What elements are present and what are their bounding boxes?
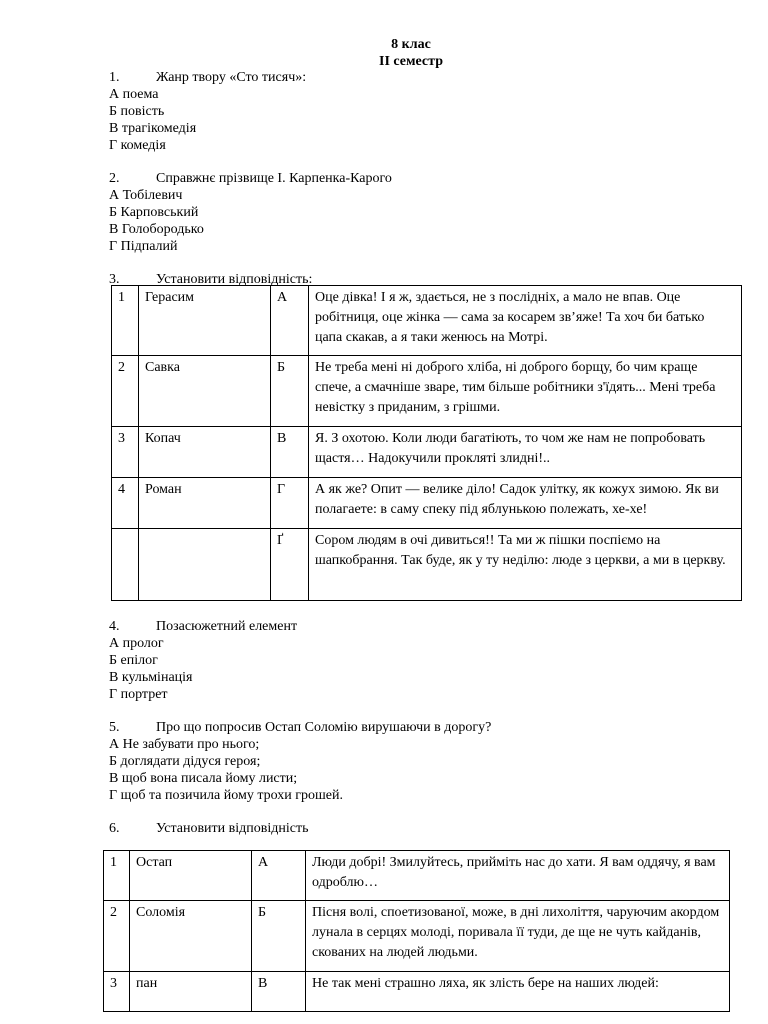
- question-text: Справжнє прізвище І. Карпенка-Карого: [156, 171, 392, 186]
- answer-letter: А: [271, 286, 309, 356]
- answer-option: А Не забувати про нього;: [109, 737, 260, 752]
- question-number: 1.: [109, 70, 120, 85]
- table-row: [112, 286, 742, 356]
- question-number: 2.: [109, 171, 120, 186]
- character-name: Герасим: [139, 286, 271, 356]
- table-row: [104, 972, 730, 1012]
- answer-option: Б Карповський: [109, 205, 199, 220]
- answer-option: Г портрет: [109, 687, 168, 702]
- grade-heading: 8 клас: [391, 37, 431, 52]
- answer-option: В щоб вона писала йому листи;: [109, 771, 298, 786]
- question-text: Установити відповідність: [156, 821, 309, 836]
- row-number: [112, 529, 139, 601]
- table-row: [112, 478, 742, 529]
- row-number: 1: [104, 851, 130, 901]
- row-number: 4: [112, 478, 139, 529]
- question-number: 5.: [109, 720, 120, 735]
- question-text: Позасюжетний елемент: [156, 619, 298, 634]
- question-number: 3.: [109, 272, 120, 287]
- quote-cell: Люди добрі! Змилуйтесь, прийміть нас до хати. Я вам оддячу, я вам одроблю…: [306, 851, 730, 901]
- matching-table-q3: [111, 285, 742, 601]
- row-number: 1: [112, 286, 139, 356]
- answer-letter: В: [252, 972, 306, 1012]
- answer-option: Г щоб та позичила йому трохи грошей.: [109, 788, 343, 803]
- answer-option: Г Підпалий: [109, 239, 178, 254]
- answer-letter: В: [271, 427, 309, 478]
- character-name: [139, 529, 271, 601]
- answer-option: Г комедія: [109, 138, 166, 153]
- quote-cell: Оце дівка! І я ж, здається, не з послідніх, а мало не впав. Оце робітниця, оце жінка — сама за косарем зв’яже! Та хоч би батько цапа скакав, а я таки женюсь на Мотрі.: [309, 286, 742, 356]
- answer-option: А Тобілевич: [109, 188, 183, 203]
- answer-letter: Б: [252, 901, 306, 972]
- question-2: [109, 170, 392, 187]
- table-row: [112, 529, 742, 601]
- question-4: [109, 618, 297, 635]
- quote-cell: Пісня волі, споетизованої, може, в дні лихоліття, чаруючим акордом лунала в серцях молоді, поривала її туди, де ще не чуть кайданів, скованих на людей людьми.: [306, 901, 730, 972]
- answer-letter: Г: [271, 478, 309, 529]
- quote-cell: Сором людям в очі дивиться!! Та ми ж пішки поспіємо на шапкобрання. Так буде, як у ту неділю: люде з церкви, а ми в церкву.: [309, 529, 742, 601]
- answer-letter: А: [252, 851, 306, 901]
- answer-option: Б епілог: [109, 653, 158, 668]
- quote-cell: Не треба мені ні доброго хліба, ні доброго борщу, бо чим краще спече, а смачніше зварe, тим більше робітники з'їдять... Мені треба невістку з приданим, з грішми.: [309, 356, 742, 427]
- answer-option: Б повість: [109, 104, 165, 119]
- character-name: пан: [130, 972, 252, 1012]
- table-row: [112, 356, 742, 427]
- question-text: Установити відповідність:: [156, 272, 313, 287]
- quote-cell: Я. З охотою. Коли люди багатіють, то чом же нам не попробовать щастя… Надокучили прокляті злидні!..: [309, 427, 742, 478]
- question-1: [109, 69, 306, 86]
- row-number: 3: [104, 972, 130, 1012]
- quote-cell: Не так мені страшно ляха, як злість бере на наших людей:: [306, 972, 730, 1012]
- answer-option: В Голобородько: [109, 222, 204, 237]
- row-number: 2: [112, 356, 139, 427]
- answer-letter: Б: [271, 356, 309, 427]
- table-row: [104, 901, 730, 972]
- row-number: 3: [112, 427, 139, 478]
- question-text: Про що попросив Остап Соломію вирушаючи в дорогу?: [156, 720, 492, 735]
- answer-option: А пролог: [109, 636, 164, 651]
- character-name: Савка: [139, 356, 271, 427]
- row-number: 2: [104, 901, 130, 972]
- answer-option: Б доглядати дідуся героя;: [109, 754, 261, 769]
- answer-letter: Ґ: [271, 529, 309, 601]
- table-row: [104, 851, 730, 901]
- quote-cell: А як же? Опит — велике діло! Садок улітку, як кожух зимою. Як ви полагаете: в саму спеку під яблунькою полежать, хе-хе!: [309, 478, 742, 529]
- question-5: [109, 719, 491, 736]
- character-name: Остап: [130, 851, 252, 901]
- question-6: [109, 820, 309, 837]
- semester-heading: ІІ семестр: [379, 54, 443, 69]
- question-number: 6.: [109, 821, 120, 836]
- answer-option: В кульмінація: [109, 670, 193, 685]
- matching-table-q6: [103, 850, 730, 1012]
- answer-option: А поема: [109, 87, 159, 102]
- character-name: Роман: [139, 478, 271, 529]
- character-name: Соломія: [130, 901, 252, 972]
- answer-option: В трагікомедія: [109, 121, 197, 136]
- question-text: Жанр твору «Сто тисяч»:: [156, 70, 307, 85]
- character-name: Копач: [139, 427, 271, 478]
- question-number: 4.: [109, 619, 120, 634]
- table-row: [112, 427, 742, 478]
